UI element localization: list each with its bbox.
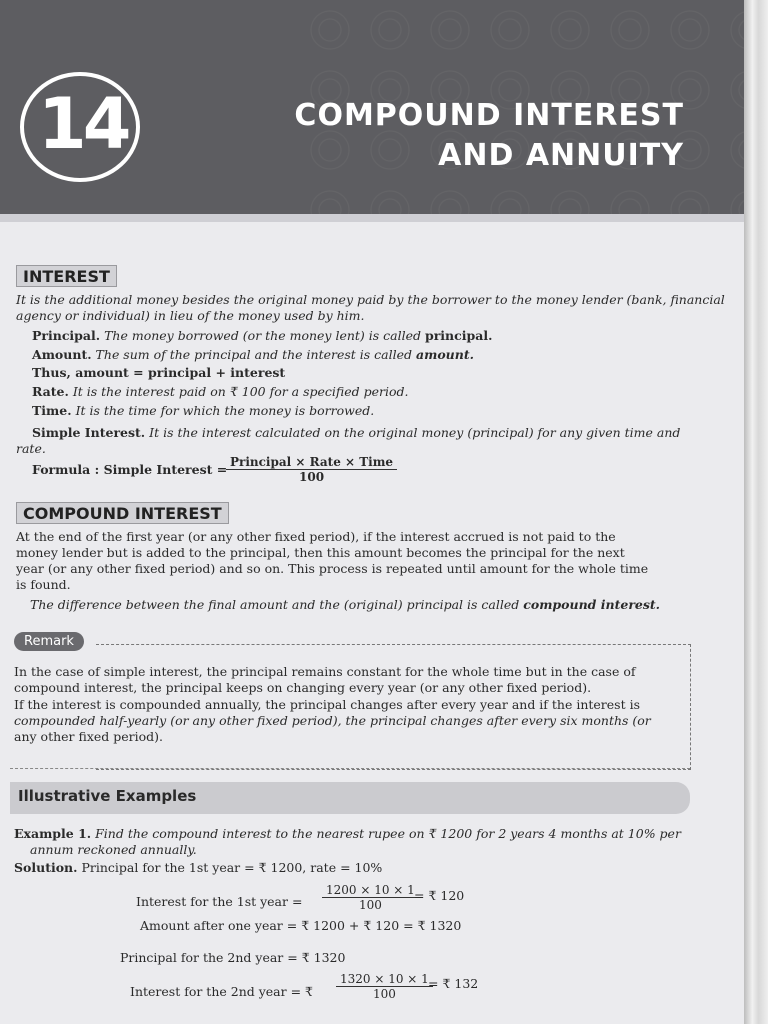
amount-definition <box>32 347 474 363</box>
simple-interest-definition-end: rate. <box>16 441 46 456</box>
remark-line5: any other fixed period). <box>14 729 163 744</box>
formula-numerator: Principal × Rate × Time <box>226 455 397 470</box>
time-definition <box>32 403 374 419</box>
chapter-title <box>294 96 684 176</box>
step4-numerator: 1320 × 10 × 1 <box>336 972 433 987</box>
step1-numerator: 1200 × 10 × 1 <box>322 883 419 898</box>
step1-denominator: 100 <box>358 898 382 912</box>
example1-question-line2: annum reckoned annually. <box>30 842 197 857</box>
remark-line3: If the interest is compounded annually, the principal changes after every year and if the interest is <box>14 697 641 712</box>
remark-line2: compound interest, the principal keeps on changing every year (or any other fixed period). <box>14 680 592 695</box>
remark-line1: In the case of simple interest, the principal remains constant for the whole time but in the case of <box>14 664 636 679</box>
compound-para-line4: is found. <box>16 577 71 592</box>
thus-text: Thus, amount = principal + interest <box>32 365 286 380</box>
rate-definition <box>32 384 409 400</box>
simple-interest-definition <box>32 425 680 441</box>
amount-end: amount. <box>416 347 474 362</box>
remark-label: Remark <box>14 632 84 651</box>
chapter-number: 14 <box>38 83 128 165</box>
step-interest-2nd-year-label: Interest for the 2nd year = ₹ <box>130 984 313 999</box>
principal-definition <box>32 328 492 344</box>
formula-fraction <box>226 455 397 484</box>
step-interest-2nd-year-result: = ₹ 132 <box>428 976 479 991</box>
examples-heading: Illustrative Examples <box>18 787 197 805</box>
rate-text: It is the interest paid on ₹ 100 for a specified period. <box>68 384 409 399</box>
compound-para-line2: money lender but is added to the principal, then this amount becomes the principal for the next <box>16 545 625 560</box>
step-interest-1st-year-fraction <box>322 883 419 912</box>
time-term: Time. <box>32 403 72 418</box>
amount-text: The sum of the principal and the interest is called <box>91 347 417 362</box>
principal-end: principal. <box>424 328 493 343</box>
time-text: It is the time for which the money is borrowed. <box>71 403 375 418</box>
compound-para-line3: year (or any other fixed period) and so on. This process is repeated until amount for the whole time <box>16 561 649 576</box>
step-interest-1st-year-label: Interest for the 1st year = <box>136 894 303 909</box>
step-interest-1st-year-result: = ₹ 120 <box>414 888 465 903</box>
step-amount-after-one-year: Amount after one year = ₹ 1200 + ₹ 120 = ₹ 1320 <box>140 918 462 933</box>
principal-term: Principal. <box>32 328 101 343</box>
step-principal-2nd-year: Principal for the 2nd year = ₹ 1320 <box>120 950 346 965</box>
interest-definition-line1: It is the additional money besides the original money paid by the borrower to the money lender (bank, financial <box>16 292 725 307</box>
formula-label-text: Formula : Simple Interest = <box>32 462 228 477</box>
rate-term: Rate. <box>32 384 69 399</box>
example1-label: Example 1. <box>14 826 92 841</box>
page-edge <box>744 0 768 1024</box>
chapter-title-line1: COMPOUND INTEREST <box>294 98 684 133</box>
step4-denominator: 100 <box>372 987 396 1001</box>
si-term: Simple Interest. <box>32 425 146 440</box>
step-interest-2nd-year-fraction <box>336 972 433 1001</box>
chapter-header <box>0 0 748 222</box>
solution-line <box>14 860 382 876</box>
formula-label <box>32 462 227 478</box>
examples-divider <box>10 768 690 769</box>
chapter-title-line2: AND ANNUITY <box>438 138 684 173</box>
example1-question <box>14 826 681 842</box>
principal-text: The money borrowed (or the money lent) is called <box>100 328 425 343</box>
solution-label: Solution. <box>14 860 78 875</box>
compound-definition-text: The difference between the final amount and the (original) principal is called <box>30 597 524 612</box>
solution-text: Principal for the 1st year = ₹ 1200, rate = 10% <box>77 860 383 875</box>
section-heading-interest: INTEREST <box>16 265 117 287</box>
compound-para-line1: At the end of the first year (or any other fixed period), if the interest accrued is not paid to the <box>16 529 616 544</box>
interest-definition-line2: agency or individual) in lieu of the money used by him. <box>16 308 365 323</box>
remark-line4: compounded half-yearly (or any other fixed period), the principal changes after every six months (or <box>14 713 651 728</box>
thus-line <box>32 365 285 381</box>
amount-term: Amount. <box>32 347 92 362</box>
formula-denominator: 100 <box>299 470 325 484</box>
example1-text: Find the compound interest to the nearest rupee on ₹ 1200 for 2 years 4 months at 10% per <box>91 826 681 841</box>
si-text: It is the interest calculated on the original money (principal) for any given time and <box>145 425 681 440</box>
header-divider <box>0 214 748 222</box>
compound-definition <box>30 597 660 613</box>
compound-definition-term: compound interest. <box>523 597 661 612</box>
section-heading-compound-interest: COMPOUND INTEREST <box>16 502 229 524</box>
